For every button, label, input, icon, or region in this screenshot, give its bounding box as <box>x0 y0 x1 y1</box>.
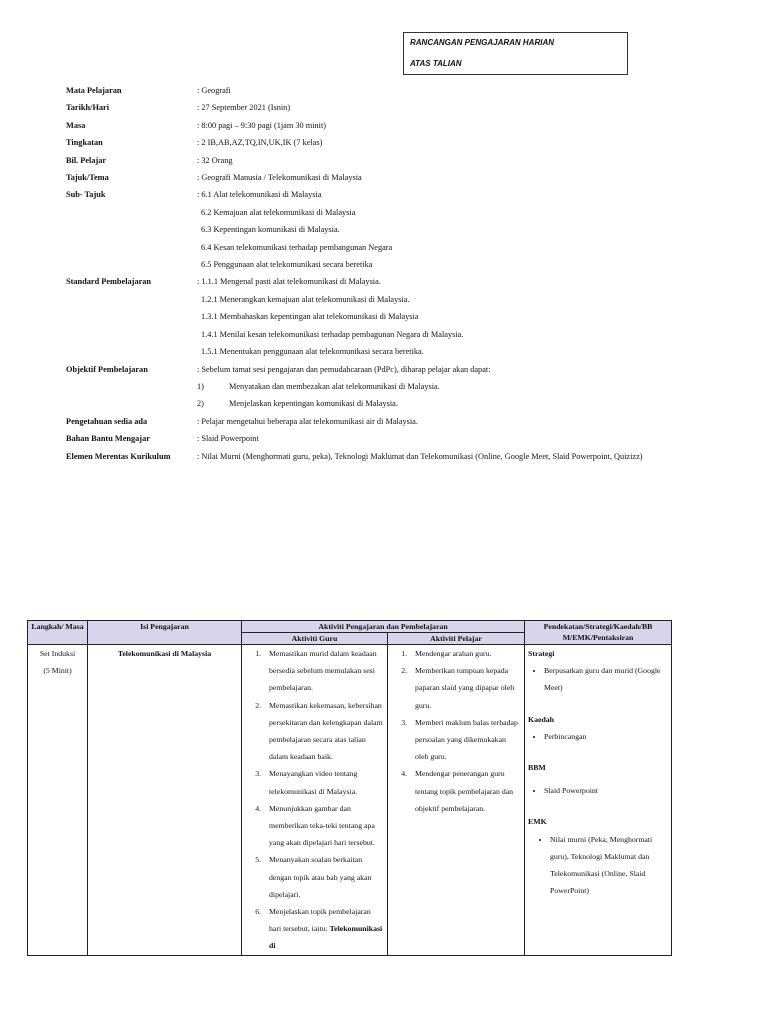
subtopic-line: 6.3 Kepentingan komunikasi di Malaysia. <box>201 225 340 235</box>
header-aktiviti: Aktiviti Pengajaran dan Pembelajaran <box>242 621 525 633</box>
list-item: • Nilai murni (Peka, Menghormati guru), Teknologi Maklumat dan Telekomunikasi (Online, Slaid PowerPoint) <box>550 831 668 900</box>
student-activity-cell <box>388 645 525 956</box>
header-langkah: Langkah/ Masa <box>28 621 88 645</box>
teacher-activity-cell <box>242 645 388 956</box>
emk-title: EMK <box>528 817 547 827</box>
standard-line: 1.4.1 Menilai kesan telekomunikasi terhadap pembagunan Negara di Malaysia. <box>201 329 464 339</box>
info-row: Sub- Tajuk : 6.1 Alat telekomunikasi di Malaysia <box>66 190 322 200</box>
info-row: Masa : 8:00 pagi – 9:30 pagi (1jam 30 minit) <box>66 120 327 130</box>
title-box <box>403 32 628 75</box>
approach-cell <box>525 645 672 956</box>
table-row <box>28 645 672 956</box>
header-pelajar: Aktiviti Pelajar <box>388 633 525 645</box>
standard-line: 1.3.1 Membahaskan kepentingan alat telekomunikasi di Malaysia <box>201 312 419 322</box>
title-line-2: ATAS TALIAN <box>410 59 462 68</box>
lesson-info <box>66 82 716 465</box>
step-cell <box>28 645 88 956</box>
list-item: • Berpusatkan guru dan murid (Google Meet) <box>544 662 668 696</box>
list-item: 3. Menayangkan video tentang telekomunikasi di Malaysia. <box>263 765 384 799</box>
info-row: Bahan Bantu Mengajar : Slaid Powerpoint <box>66 434 259 444</box>
list-item: 1. Memastikan murid dalam keadaan bersedia sebelum memulakan sesi pembelajaran. <box>263 645 384 697</box>
standard-line: 1.2.1 Menerangkan kemajuan alat telekomunikasi di Malaysia. <box>201 294 410 304</box>
info-row: Elemen Merentas Kurikulum : Nilai Murni (Menghormati guru, peka), Teknologi Maklumat dan Telekomunikasi (Online, Google Meet, Slaid Powerpoint, Quizizz) <box>66 451 643 461</box>
strategi-title: Strategi <box>528 649 555 658</box>
list-item: 4. Mendengar penerangan guru tentang topik pembelajaran dan objektif pembelajaran. <box>409 765 521 817</box>
title-line-1: RANCANGAN PENGAJARAN HARIAN <box>410 38 555 47</box>
list-item: 4. Menunjukkan gambar dan memberikan teka-teki tentang apa yang akan dipelajari hari tersebut. <box>263 800 384 852</box>
info-row: Tajuk/Tema : Geografi Manusia / Telekomunikasi di Malaysia <box>66 173 362 183</box>
lesson-table <box>27 620 672 956</box>
info-row: Pengetahuan sedia ada : Pelajar mengetahui beberapa alat telekomunikasi air di Malaysia. <box>66 416 418 426</box>
step-name: Set Induksi <box>39 649 76 658</box>
header-isi: Isi Pengajaran <box>88 621 242 645</box>
list-item: 5. Menanyakan soalan berkaitan dengan topik atau bab yang akan dipelajari. <box>263 851 384 903</box>
standard-line: 1.5.1 Menentukan penggunaan alat telekomunikasi secara beretika. <box>201 347 424 357</box>
info-row: Bil. Pelajar : 32 Orang <box>66 155 233 165</box>
list-item: 6. Menjelaskan topik pembelajaran hari tersebut, iaitu: Telekomunikasi di <box>263 903 384 955</box>
info-row: Standard Pembelajaran : 1.1.1 Mengenal pasti alat telekomunikasi di Malaysia. <box>66 277 381 287</box>
step-time: (5 Minit) <box>43 666 72 676</box>
content-cell <box>88 645 242 956</box>
header-pendekatan: Pendekatan/Strategi/Kaedah/BB M/EMK/Pentaksiran <box>525 621 672 645</box>
list-item: • Slaid Powerpoint <box>544 782 668 799</box>
objective-item: 2) Menjelaskan kepentingan komunikasi di Malaysia. <box>197 399 398 409</box>
list-item: • Perbincangan <box>544 728 668 745</box>
subtopic-line: 6.4 Kesan telekomunikasi terhadap pembangunan Negara <box>201 242 393 252</box>
subtopic-line: 6.5 Penggunaan alat telekomunikasi secara beretika <box>201 260 373 270</box>
subtopic-line: 6.2 Kemajuan alat telekomunikasi di Malaysia <box>201 207 356 217</box>
list-item: 2. Memberikan tumpuan kepada paparan slaid yang dipapar oleh guru. <box>409 662 521 714</box>
info-row: Objektif Pembelajaran : Sebelum tamat sesi pengajaran dan pemudahcaraan (PdPc), diharap pelajar akan dapat: <box>66 364 491 374</box>
list-item: 3. Memberi maklum balas terhadap persoalan yang dikemukakan oleh guru. <box>409 714 521 766</box>
header-guru: Aktiviti Guru <box>242 633 388 645</box>
objective-item: 1) Menyatakan dan membezakan alat telekomunikasi di Malaysia. <box>197 381 440 391</box>
info-row: Tingkatan : 2 IB,AB,AZ,TQ,IN,UK,IK (7 kelas) <box>66 138 323 148</box>
content-topic: Telekomunikasi di Malaysia <box>117 649 212 658</box>
list-item: 2. Memastikan kekemasan, kebersihan persekitaran dan kelengkapan dalam pembelajaran secara atas talian dalam keadaan baik. <box>263 697 384 766</box>
kaedah-title: Kaedah <box>528 714 555 724</box>
info-row: Tarikh/Hari : 27 September 2021 (Isnin) <box>66 103 291 113</box>
info-row: Mata Pelajaran : Geografi <box>66 86 231 95</box>
bbm-title: BBM <box>528 763 546 773</box>
list-item: 1. Mendengar arahan guru. <box>409 645 521 662</box>
